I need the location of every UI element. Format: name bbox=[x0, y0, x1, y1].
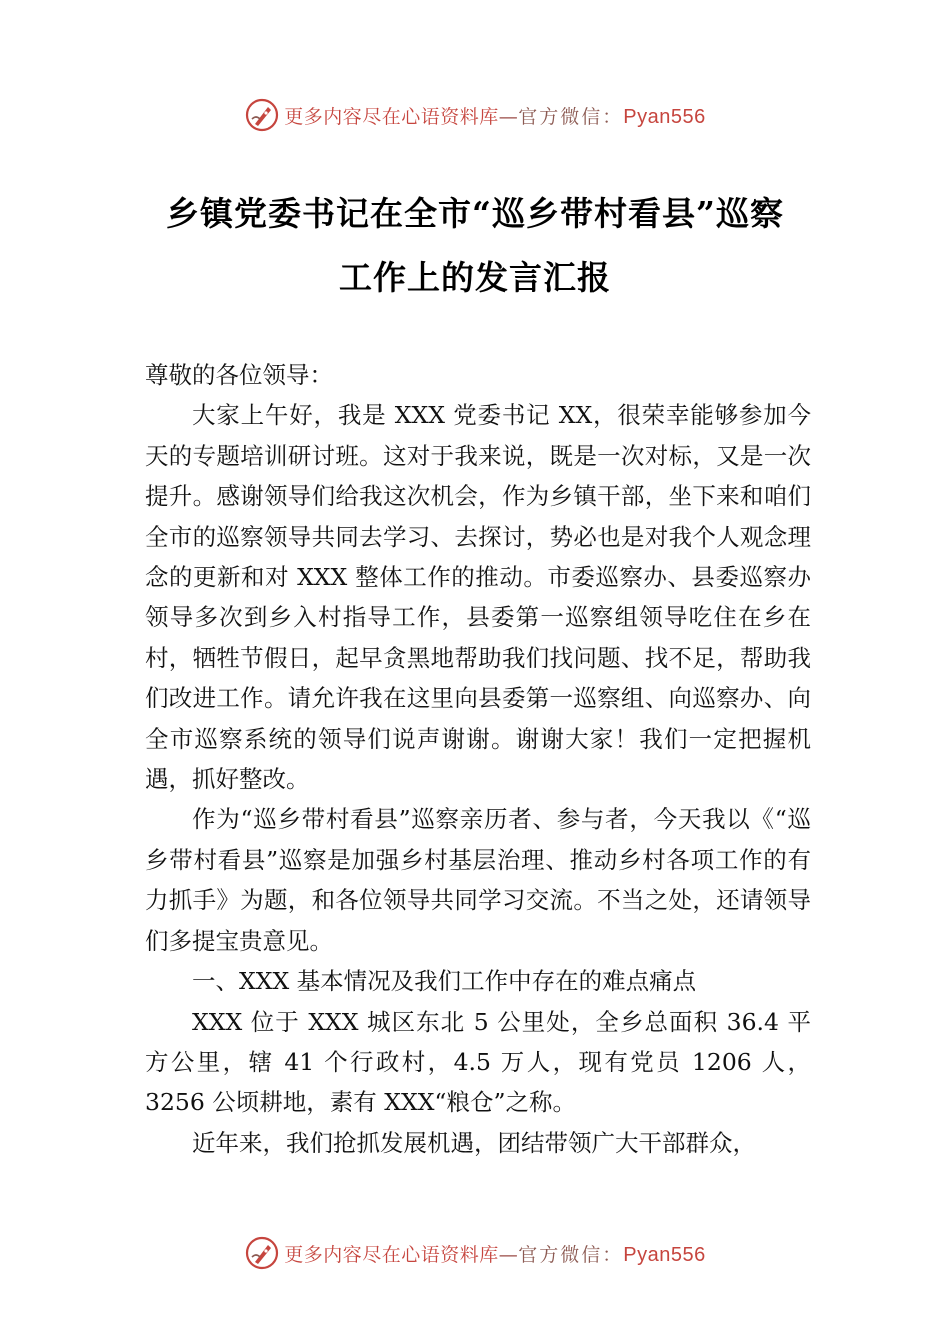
watermark-header bbox=[0, 93, 950, 137]
title-line-1: 乡镇党委书记在全市“巡乡带村看县”巡察 bbox=[166, 194, 784, 233]
watermark-wechat-label: 官方微信： bbox=[518, 105, 624, 128]
watermark-footer bbox=[0, 1231, 950, 1275]
watermark-wechat-label: 官方微信： bbox=[518, 1243, 624, 1266]
watermark-brand: 更多内容尽在心语资料库 bbox=[284, 105, 499, 128]
pen-nib-logo-icon bbox=[244, 97, 280, 133]
document-body bbox=[145, 355, 811, 1163]
paragraph-topic: 作为“巡乡带村看县”巡察亲历者、参与者，今天我以《“巡乡带村看县”巡察是加强乡村基层治理、推动乡村各项工作的有力抓手》为题，和各位领导共同学习交流。不当之处，还请领导们多提宝贵意见。 bbox=[145, 805, 811, 955]
paragraph-basic-info: XXX 位于 XXX 城区东北 5 公里处，全乡总面积 36.4 平方公里，辖 41 个行政村，4.5 万人，现有党员 1206 人，3256 公顷耕地，素有 XXX“粮仓”之称。 bbox=[145, 1007, 811, 1117]
watermark-separator: — bbox=[498, 1243, 519, 1266]
watermark-text bbox=[284, 1240, 706, 1267]
salutation: 尊敬的各位领导： bbox=[145, 361, 333, 389]
section-heading-1: 一、XXX 基本情况及我们工作中存在的难点痛点 bbox=[192, 967, 697, 996]
pen-nib-logo-icon bbox=[244, 1235, 280, 1271]
paragraph-recent-years: 近年来，我们抢抓发展机遇，团结带领广大干部群众， bbox=[192, 1128, 756, 1157]
document-title bbox=[120, 182, 830, 310]
title-line-2: 工作上的发言汇报 bbox=[339, 258, 611, 297]
watermark-text bbox=[284, 102, 706, 129]
watermark-separator: — bbox=[498, 105, 519, 128]
paragraph-intro: 大家上午好，我是 XXX 党委书记 XX，很荣幸能够参加今天的专题培训研讨班。这对于我来说，既是一次对标，又是一次提升。感谢领导们给我这次机会，作为乡镇干部，坐下来和咱们全市的巡察领导共同去学习、去探讨，势必也是对我个人观念理念的更新和对 XXX 整体工作的推动。市委巡察办、县委巡察办领导多次到乡入村指导工作，县委第一巡察组领导吃住在乡在村，牺牲节假日，起早贪黑地帮助我们找问题、找不足，帮助我们改进工作。请允许我在这里向县委第一巡察组、向巡察办、向全市巡察系统的领导们说声谢谢。谢谢大家！我们一定把握机遇，抓好整改。 bbox=[145, 401, 811, 794]
watermark-wechat-id: Pyan556 bbox=[623, 105, 706, 128]
watermark-wechat-id: Pyan556 bbox=[623, 1243, 706, 1266]
watermark-brand: 更多内容尽在心语资料库 bbox=[284, 1243, 499, 1266]
